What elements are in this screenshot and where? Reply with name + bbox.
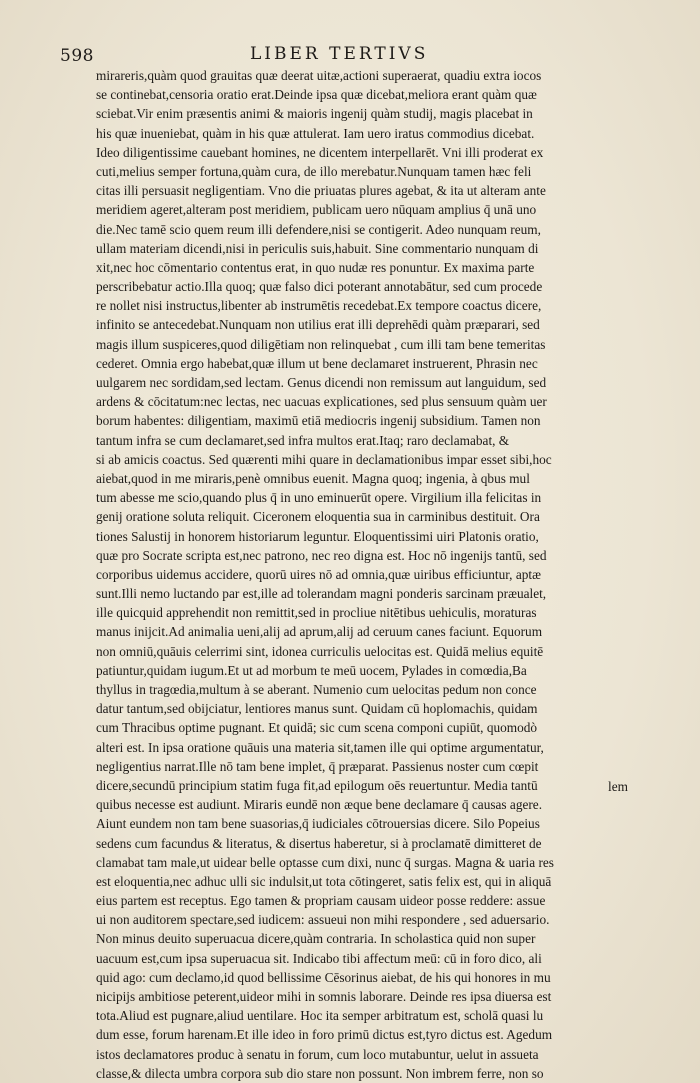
text-line: genij oratione soluta reliquit. Ciceronem eloquentia sua in carminibus destituit. Ora <box>96 509 540 525</box>
text-line: si ab amicis coactus. Sed quærenti mihi quare in declamationibus impar esset sibi,hoc <box>96 451 552 467</box>
text-line: tiones Salustij in honorem historiarum leguntur. Eloquentissimi uiri Platonis oratio, <box>96 528 539 544</box>
text-line: ille quicquid apprehendit non remittit,sed in procliue nitētibus uehiculis, moraturas <box>96 605 537 621</box>
text-line: dum esse, forum harenam.Et ille ideo in foro primū dictus est,tyro dictus est. Agedum <box>96 1027 553 1043</box>
text-line: his quæ inueniebat, quàm in his quæ attulerat. Iam uero iratus commodius dicebat. <box>96 125 535 141</box>
text-line: uulgarem nec sordidam,sed lectam. Genus dicendi non remissum aut languidum, sed <box>96 375 547 390</box>
text-line: ullam materiam dicendi,nisi in periculis suis,habuit. Sine commentario nunquam di <box>96 240 539 256</box>
text-line: classe,& dilecta umbra corpora sub dio stare non possunt. Non imbrem ferre, non so <box>96 1065 544 1081</box>
text-line: datur tantum,sed obijciatur, lentiores manus sunt. Quidam cū hoplomachis, quidam <box>96 701 538 717</box>
text-line: clamabat tam male,ut uidear belle optasse cum dixi, nunc q̄ surgas. Magna & uaria res <box>96 854 554 870</box>
text-line: cederet. Omnia ergo habebat,quæ illum ut bene declamaret instruerent, Phrasin nec <box>96 355 538 371</box>
text-line: eius partem est receptus. Ego tamen & propriam causam uideor posse reddere: assue <box>96 893 546 909</box>
text-line: Aiunt eundem non tam bene suasorias,q̄ iudiciales cōtrouersias dicere. Silo Popeius <box>96 816 540 832</box>
text-line: sedens cum facundus & literatus, & disertus haberetur, si à proclamatē dimitteret de <box>96 835 542 851</box>
text-line: borum habentes: diligentiam, maximū etiā mediocris ingenij subsidium. Tamen non <box>96 413 541 429</box>
text-line: uacuum est,cum ipsa superuacua sit. Indicabo tibi affectum meū: cū in foro dico, ali <box>96 950 542 966</box>
text-line: die.Nec tamē scio quem reum illi defendere,nisi se contigerit. Adeo nunquam reum, <box>96 221 541 237</box>
text-line: quæ pro Socrate scripta est,nec patrono, nec reo digna est. Hoc nō ingenijs tantū, sed <box>96 547 547 563</box>
text-line: infinito se antecedebat.Nunquam non utilius erat illi deprehēdi quàm præparari, sed <box>96 317 540 333</box>
text-line: thyllus in tragœdia,multum à se aberant. Numenio cum uelocitas pedum non conce <box>96 682 537 697</box>
text-line: tota.Aliud est pugnare,aliud uentilare. Hoc ita semper arbitratum est, scholā quasi lu <box>96 1008 544 1024</box>
text-line: perscribebatur actio.Illa quoq; quæ falso dici poterant annotabātur, sed cum procede <box>96 279 543 295</box>
catchword: lem <box>608 779 628 794</box>
text-line: ardens & cōcitatum:nec lectas, nec uacuas explicationes, sed plus sensuum quàm uer <box>96 394 547 410</box>
text-line: manus inijcit.Ad animalia ueni,alij ad aprum,alij ad ceruum canes faciunt. Equorum <box>96 624 543 640</box>
text-line: Non minus deuito superuacua dicere,quàm contraria. In scholastica quid non super <box>96 931 536 947</box>
text-line: quid ago: cum declamo,id quod bellissime Cēsorinus aiebat, de his qui honores in mu <box>96 969 551 985</box>
text-line: magis illum suspiceres,quod diligētiam non relinquebat , cum illi tam bene temeritas <box>96 336 546 352</box>
text-line: ui non auditorem spectare,sed iudicem: assueui non mihi respondere , sed aduersario. <box>96 912 550 928</box>
text-line: istos declamatores produc à senatu in forum, cum loco mutabuntur, uelut in assueta <box>96 1046 539 1062</box>
text-line: meridiem ageret,alteram post meridiem, publicam uero nūquam amplius q̄ unā uno <box>96 202 537 218</box>
text-line: tum abesse me scio,quando plus q̄ in uno eminuerūt opere. Virgilium illa felicitas in <box>96 490 542 506</box>
text-line: sciebat.Vir enim præsentis animi & maioris ingenij quàm studij, magis placebat in <box>96 106 533 122</box>
body-text <box>96 66 634 1083</box>
text-line: patiuntur,quidam iugum.Et ut ad morbum te meū uocem, Pylades in comœdia,Ba <box>96 662 527 678</box>
text-line: quibus necesse est audiunt. Miraris eundē non æque bene declamare q̄ causas agere. <box>96 797 543 813</box>
text-line: mirareris,quàm quod grauitas quæ deerat uitæ,actioni superaerat, quadiu extra iocos <box>96 68 542 83</box>
text-line: non omniū,quāuis celerrimi sint, idonea curriculis uelocitas est. Quidā melius equitē <box>96 643 544 659</box>
text-line: corporibus uidemus accidere, quorū uires nō ad omnia,quæ uiribus efficiuntur, aptæ <box>96 566 541 582</box>
text-line: cum Thracibus optime pugnant. Et quidā; sic cum scena componi cupiūt, quomodò <box>96 720 538 736</box>
text-line: cuti,melius semper fortuna,quàm cura, de illo merebatur.Nunquam tamen hæc feli <box>96 163 532 179</box>
text-line: sunt.Illi nemo luctando par est,ille ad tolerandam magni ponderis sarcinam præualet, <box>96 586 547 602</box>
text-line: xit,nec hoc cōmentario contentus erat, in quo nudæ res ponuntur. Ex maxima parte <box>96 259 535 275</box>
text-line: negligentius narrat.Ille nō tam bene implet, q̄ præparat. Passienus noster cum cœpit <box>96 758 539 774</box>
text-line: alteri est. In ipsa oratione quāuis una materia sit,tamen ille qui optime argumentatur, <box>96 739 544 755</box>
text-line: citas illi persuasit negligentiam. Vno die priuatas plures agebat, & ita ut alteram ante <box>96 183 546 199</box>
text-line: dicere,secundū principium statim fuga fit,ad epilogum oēs reuertuntur. Media tantū <box>96 777 538 793</box>
page-number: 598 <box>60 46 94 66</box>
text-line: re nollet nisi instructus,libenter ab instrumētis recedebat.Ex tempore coactus dicere, <box>96 298 542 314</box>
text-line: aiebat,quod in me miraris,penè omnibus euenit. Magna quoq; ingenia, à qbus mul <box>96 470 530 486</box>
text-line: est eloquentia,nec adhuc ulli sic indulsit,ut tota cōtingeret, satis felix est, qui in aliquā <box>96 873 552 889</box>
text-line: se continebat,censoria oratio erat.Deinde ipsa quæ dicebat,meliora erant quàm quæ <box>96 87 537 103</box>
page-header <box>0 42 700 68</box>
text-line: tantum infra se cum declamaret,sed infra multos erat.Itaq; raro declamabat, & <box>96 432 510 448</box>
text-line: Ideo diligentissime cauebant homines, ne dicentem interpellarēt. Vni illi proderat ex <box>96 144 544 160</box>
running-head: LIBER TERTIVS <box>250 44 429 64</box>
text-line: nicipijs ambitiose peterent,uideor mihi in somnis laborare. Deinde res ipsa diuersa est <box>96 989 552 1004</box>
